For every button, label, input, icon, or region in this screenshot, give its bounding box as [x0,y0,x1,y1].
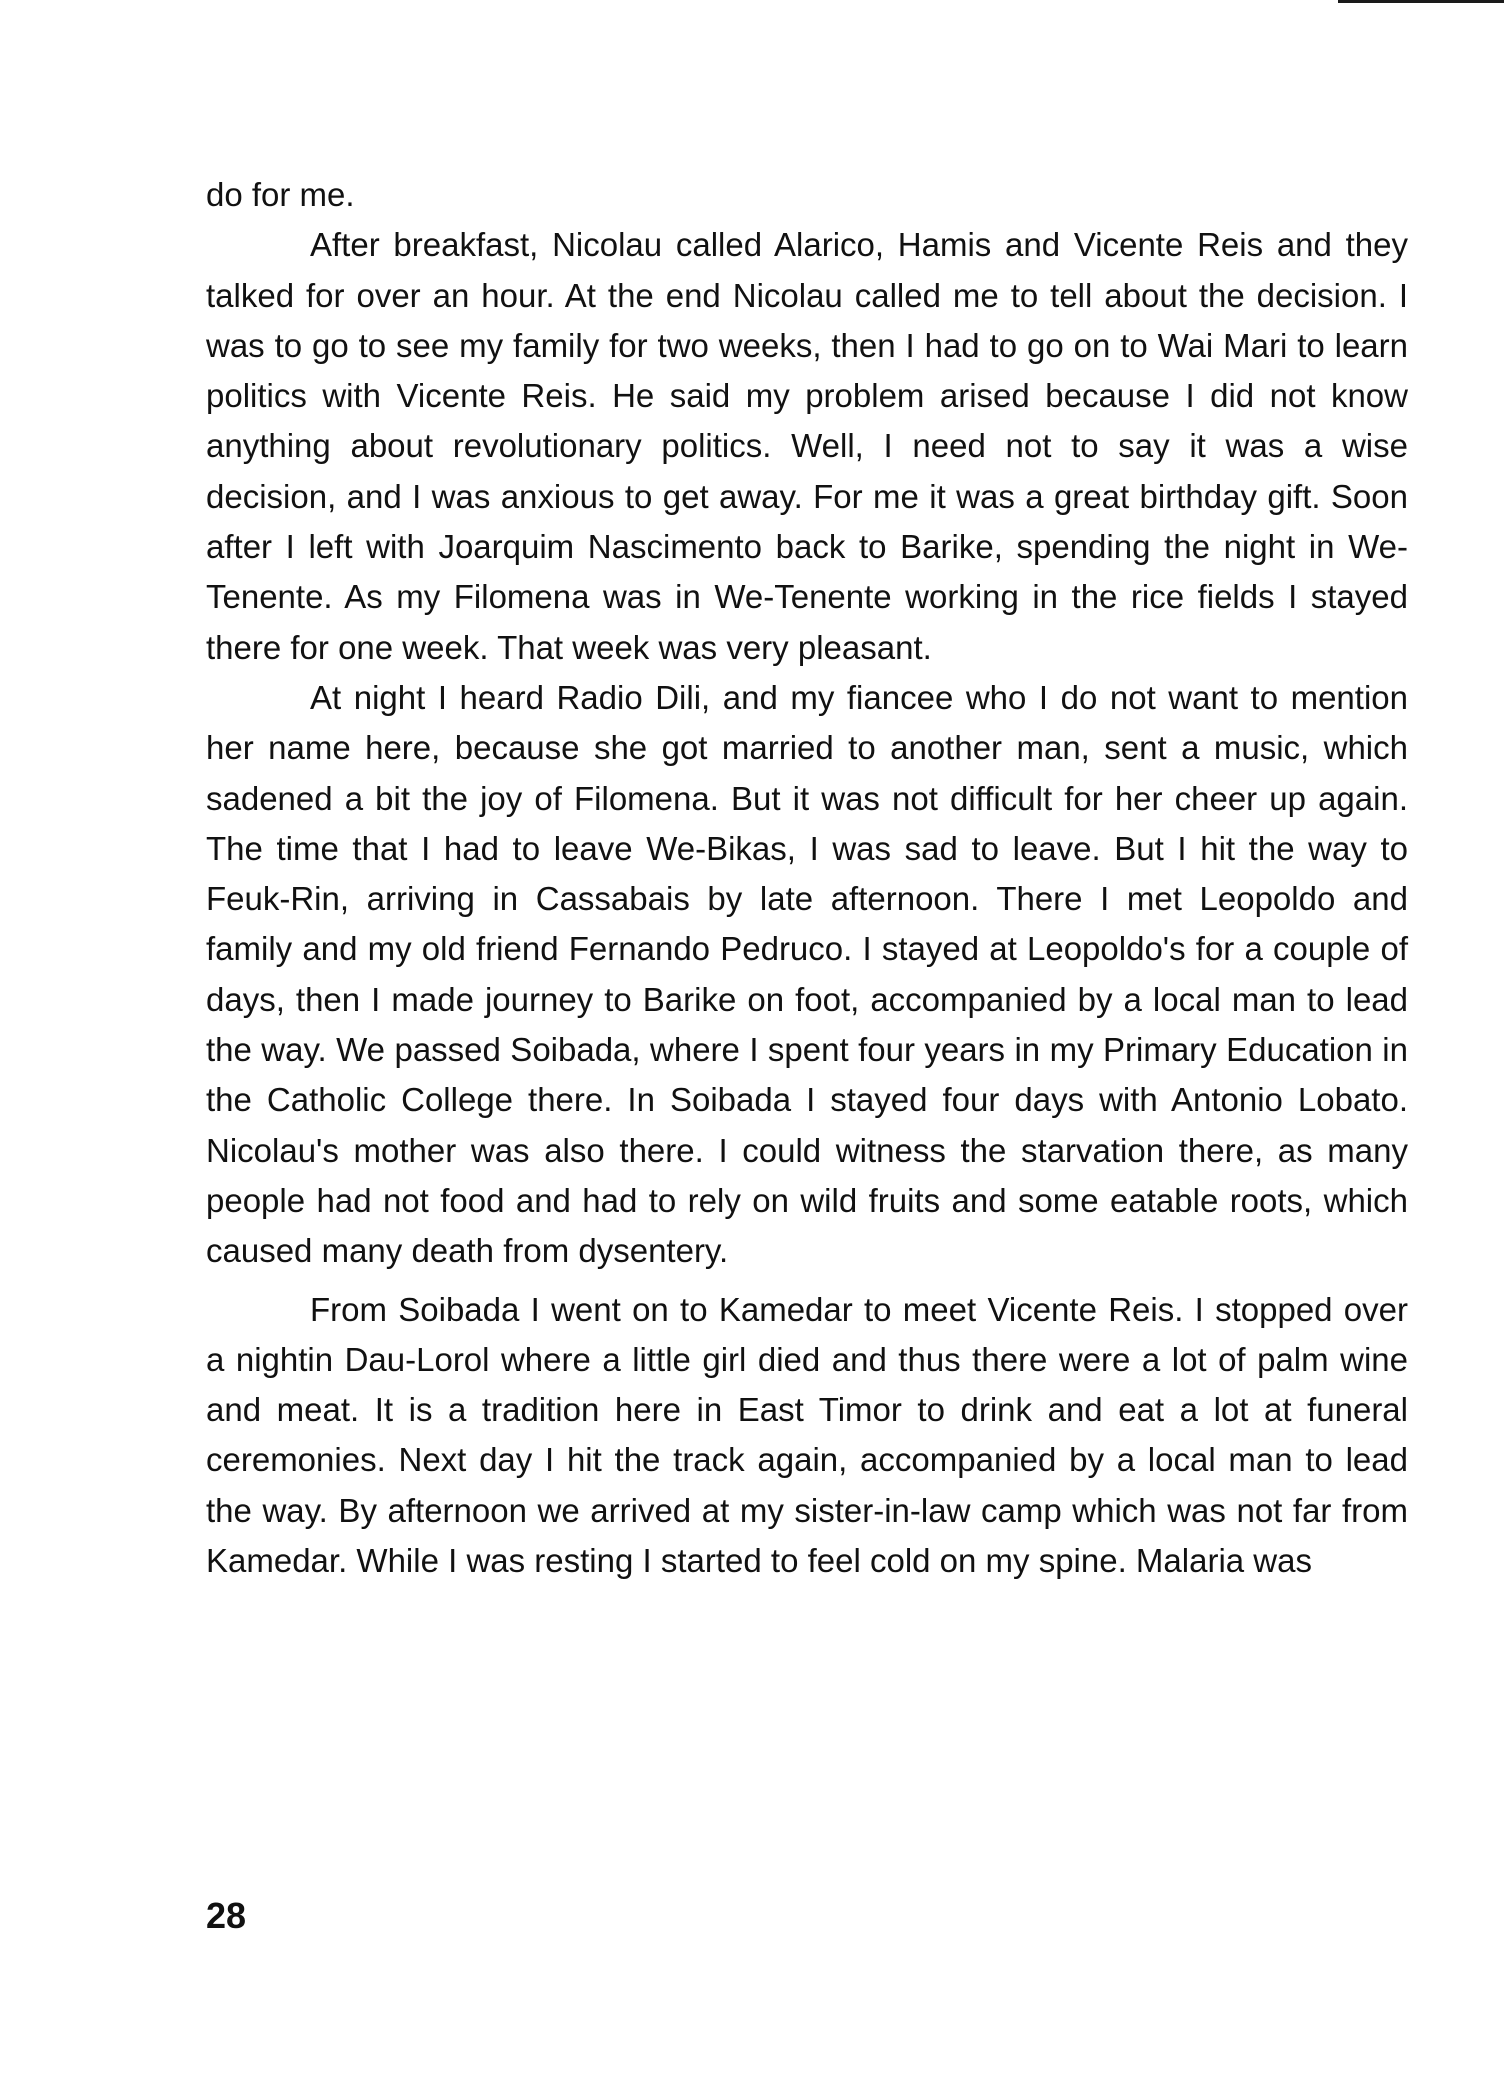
page-number: 28 [206,1895,247,1936]
top-edge-rule [1338,0,1504,3]
paragraph-continuation: do for me. [206,176,355,213]
paragraph-breakfast-decision: After breakfast, Nicolau called Alarico, Hamis and Vicente Reis and they talked for over an hour. At the end Nicolau called me to tell about the decision. I was to go to see my family for two weeks, then I had to go on to Wai Mari to learn politics with Vicente Reis. He said my problem arised because I did not know anything about revolutionary politics. Well, I need not to say it was a wise decision, and I was anxious to get away. For me it was a great birthday gift. Soon after I left with Joarquim Nascimento back to Barike, spending the night in We-Tenente. As my Filomena was in We-Tenente working in the rice fields I stayed there for one week. That week was very pleasant. [206,226,1408,666]
paragraph-radio-dili: At night I heard Radio Dili, and my fiancee who I do not want to mention her name here, because she got married to another man, sent a music, which sadened a bit the joy of Filomena. But it was not difficult for her cheer up again. The time that I had to leave We-Bikas, I was sad to leave. But I hit the way to Feuk-Rin, arriving in Cassabais by late afternoon. There I met Leopoldo and family and my old friend Fernando Pedruco. I stayed at Leopoldo's for a couple of days, then I made journey to Barike on foot, accompanied by a local man to lead the way. We passed Soibada, where I spent four years in my Primary Education in the Catholic College there. In Soibada I stayed four days with Antonio Lobato. Nicolau's mother was also there. I could witness the starvation there, as many people had not food and had to rely on wild fruits and some eatable roots, which caused many death from dysentery. [206,678,1408,1270]
page-body-text [206,170,1408,1586]
paragraph-soibada-kamedar: From Soibada I went on to Kamedar to meet Vicente Reis. I stopped over a nightin Dau-Lorol where a little girl died and thus there were a lot of palm wine and meat. It is a tradition here in East Timor to drink and eat a lot at funeral ceremonies. Next day I hit the track again, accompanied by a local man to lead the way. By afternoon we arrived at my sister-in-law camp which was not far from Kamedar. While I was resting I started to feel cold on my spine. Malaria was [206,1290,1408,1580]
